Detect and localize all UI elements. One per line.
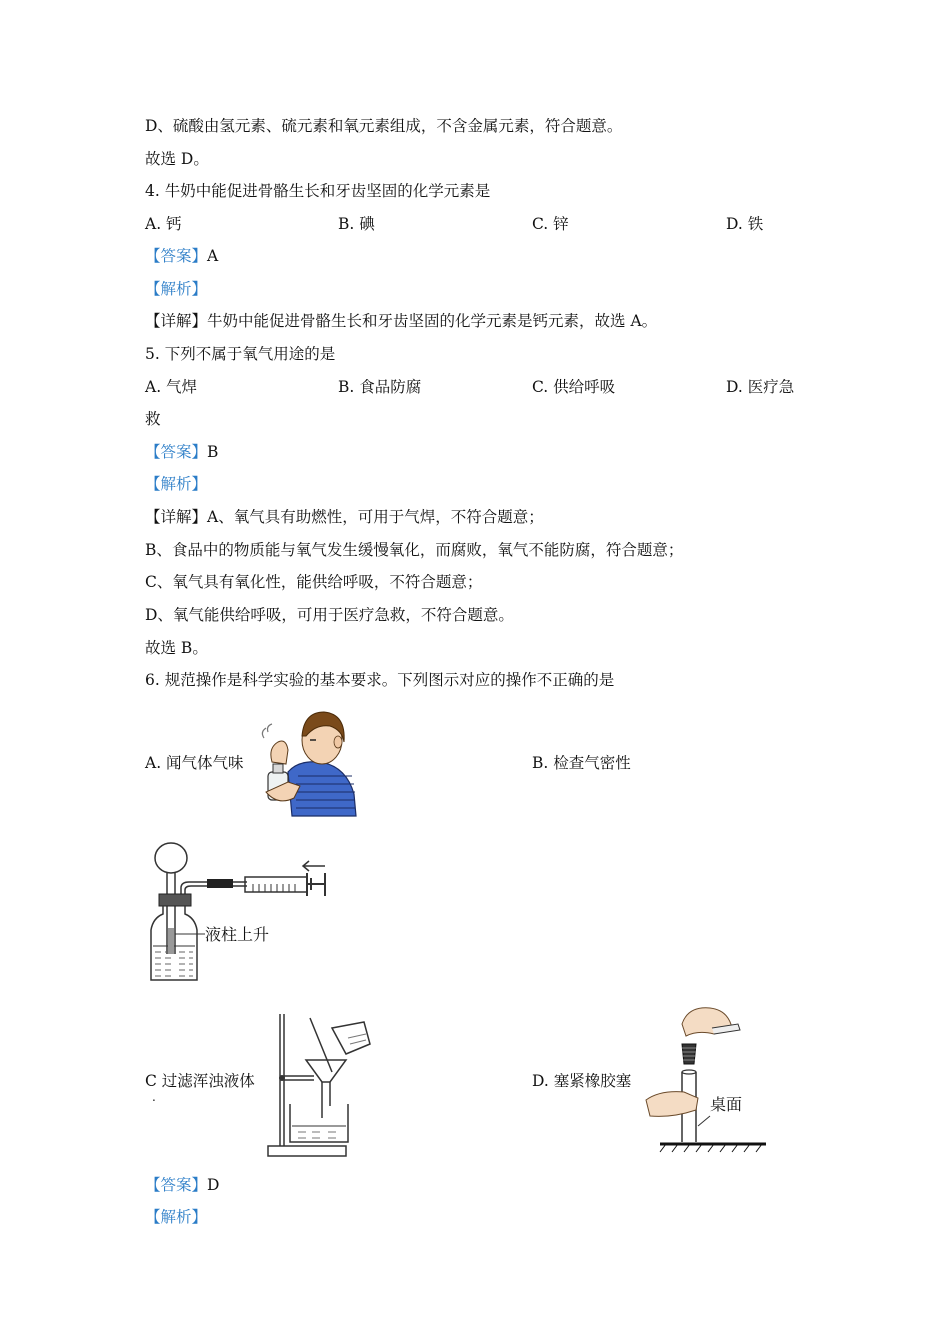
- q4-option-b: B. 碘: [338, 215, 375, 233]
- analysis-tag: 【解析】: [145, 280, 208, 298]
- q5-detail-c: C、氧气具有氧化性，能供给呼吸，不符合题意；: [145, 573, 483, 591]
- q5-detail-a: [145, 506, 544, 528]
- q5-detail-b: B、食品中的物质能与氧气发生缓慢氧化，而腐败，氧气不能防腐，符合题意；: [145, 541, 684, 559]
- analysis-tag: 【解析】: [145, 475, 208, 493]
- q4-option-a: A. 钙: [145, 215, 182, 233]
- q6-stem: 6. 规范操作是科学实验的基本要求。下列图示对应的操作不正确的是: [145, 671, 615, 689]
- q6-option-c-dot: .: [152, 1090, 156, 1104]
- q4-option-d: D. 铁: [726, 215, 764, 233]
- analysis-tag: 【解析】: [145, 1208, 208, 1226]
- q5-detail-d: D、氧气能供给呼吸，可用于医疗急救，不符合题意。: [145, 606, 514, 624]
- q6-option-b: B. 检查气密性: [532, 754, 631, 772]
- answer-tag: 【答案】: [145, 443, 208, 461]
- detail-text: A、氧气具有助燃性，可用于气焊，不符合题意；: [207, 508, 544, 526]
- detail-tag: 【详解】: [145, 312, 208, 330]
- q5-option-a: A. 气焊: [145, 378, 198, 396]
- q5-option-d: D. 医疗急: [726, 378, 795, 396]
- q5-answer: [145, 441, 218, 463]
- q6-option-d: D. 塞紧橡胶塞: [532, 1072, 632, 1090]
- figure-filtration: [262, 1010, 374, 1162]
- q4-answer: [145, 245, 218, 267]
- q5-stem: 5. 下列不属于氧气用途的是: [145, 345, 336, 363]
- detail-tag: 【详解】: [145, 508, 208, 526]
- q6-answer: [145, 1174, 219, 1196]
- liquid-rise-label: 液柱上升: [205, 925, 270, 944]
- table-label: 桌面: [710, 1095, 743, 1114]
- figure-smell-gas: [258, 702, 358, 818]
- q6-option-c: C 过滤浑浊液体: [145, 1072, 255, 1090]
- q5-option-b: B. 食品防腐: [338, 378, 422, 396]
- q5-option-d-wrap: 救: [145, 410, 161, 428]
- answer-value: A: [207, 247, 219, 265]
- q3-option-d-explanation: D、硫酸由氢元素、硫元素和氧元素组成，不含金属元素，符合题意。: [145, 117, 623, 135]
- q5-option-c: C. 供给呼吸: [532, 378, 616, 396]
- answer-tag: 【答案】: [145, 247, 208, 265]
- q5-analysis: [145, 473, 207, 495]
- q6-analysis: [145, 1206, 207, 1228]
- q4-detail: [145, 310, 657, 332]
- q5-conclusion: 故选 B。: [145, 639, 208, 657]
- q3-conclusion: 故选 D。: [145, 150, 209, 168]
- figure-press-stopper: [642, 1000, 772, 1160]
- answer-value: D: [207, 1176, 220, 1194]
- answer-value: B: [207, 443, 219, 461]
- q4-analysis: [145, 278, 207, 300]
- answer-tag: 【答案】: [145, 1176, 208, 1194]
- q4-stem: 4. 牛奶中能促进骨骼生长和牙齿坚固的化学元素是: [145, 182, 491, 200]
- q6-option-a: A. 闻气体气味: [145, 754, 244, 772]
- detail-text: 牛奶中能促进骨骼生长和牙齿坚固的化学元素是钙元素，故选 A。: [207, 312, 658, 330]
- q4-option-c: C. 锌: [532, 215, 569, 233]
- figure-airtightness-check: [145, 838, 340, 988]
